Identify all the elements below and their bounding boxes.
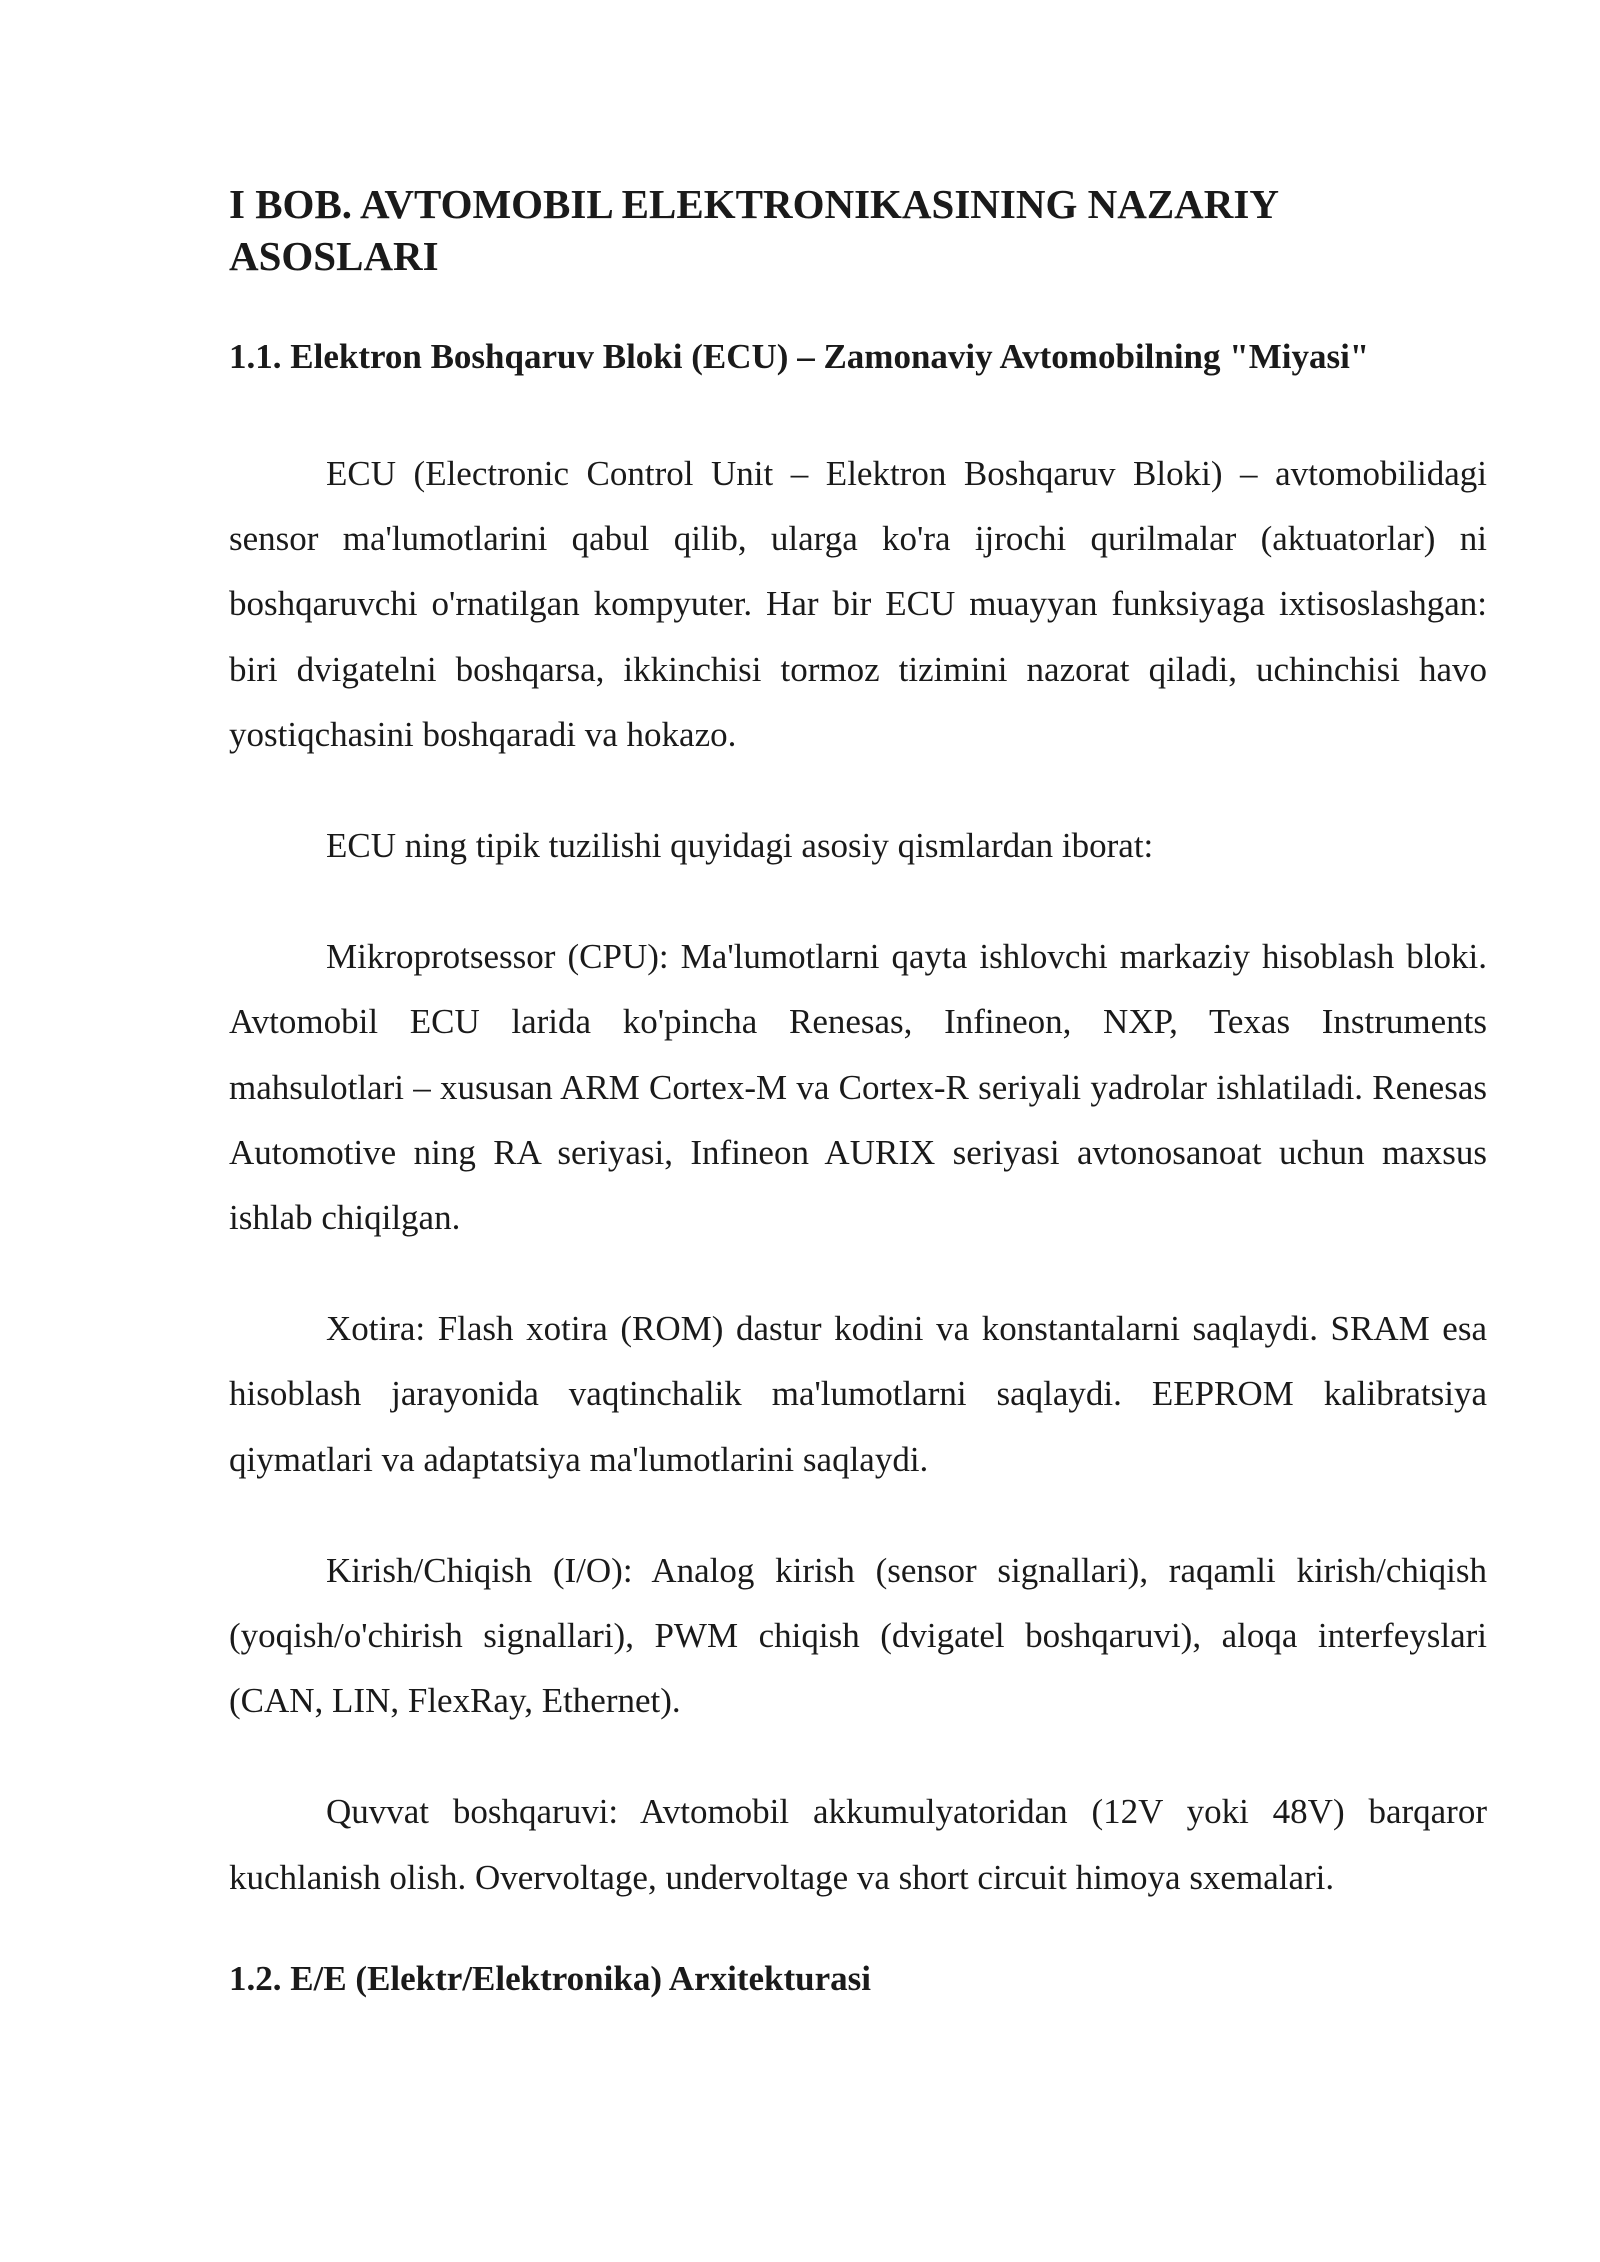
chapter-title: I BOB. AVTOMOBIL ELEKTRONIKASINING NAZARIY ASOSLARI: [229, 181, 1278, 279]
page-content: [229, 178, 1487, 2063]
paragraph-power-management: Quvvat boshqaruvi: Avtomobil akkumulyatoridan (12V yoki 48V) barqaror kuchlanish olish. Overvoltage, undervoltage va short circuit himoya sxemalari.: [229, 1792, 1487, 1897]
paragraph-ecu-structure-intro: ECU ning tipik tuzilishi quyidagi asosiy qismlardan iborat:: [326, 826, 1154, 866]
section-title-1-1: 1.1. Elektron Boshqaruv Bloki (ECU) – Zamonaviy Avtomobilning "Miyasi": [229, 337, 1370, 376]
paragraph-io: Kirish/Chiqish (I/O): Analog kirish (sensor signallari), raqamli kirish/chiqish (yoqish/o'chirish signallari), PWM chiqish (dvigatel boshqaruvi), aloqa interfeyslari (CAN, LIN, FlexRay, Ethernet).: [229, 1550, 1487, 1721]
paragraph-microprocessor: Mikroprotsessor (CPU): Ma'lumotlarni qayta ishlovchi markaziy hisoblash bloki. Avtomobil ECU larida ko'pincha Renesas, Infineon, NXP, Texas Instruments mahsulotlari – xususan ARM Cortex-M va Cortex-R seriyali yadrolar ishlatiladi. Renesas Automotive ning RA seriyasi, Infineon AURIX seriyasi avtonosanoat uchun maxsus ishlab chiqilgan.: [229, 937, 1487, 1238]
section-title-1-2: 1.2. E/E (Elektr/Elektronika) Arxitekturasi: [229, 1958, 871, 1998]
paragraph-ecu-definition: ECU (Electronic Control Unit – Elektron Boshqaruv Bloki) – avtomobilidagi sensor ma'lumotlarini qabul qilib, ularga ko'ra ijrochi qurilmalar (aktuatorlar) ni boshqaruvchi o'rnatilgan kompyuter. Har bir ECU muayyan funksiyaga ixtisoslashgan: biri dvigatelni boshqarsa, ikkinchisi tormoz tizimini nazorat qiladi, uchinchisi havo yostiqchasini boshqaradi va hokazo.: [229, 454, 1487, 754]
paragraph-memory: Xotira: Flash xotira (ROM) dastur kodini va konstantalarni saqlaydi. SRAM esa hisoblash jarayonida vaqtinchalik ma'lumotlarni saqlaydi. EEPROM kalibratsiya qiymatlari va adaptatsiya ma'lumotlarini saqlaydi.: [229, 1309, 1487, 1479]
